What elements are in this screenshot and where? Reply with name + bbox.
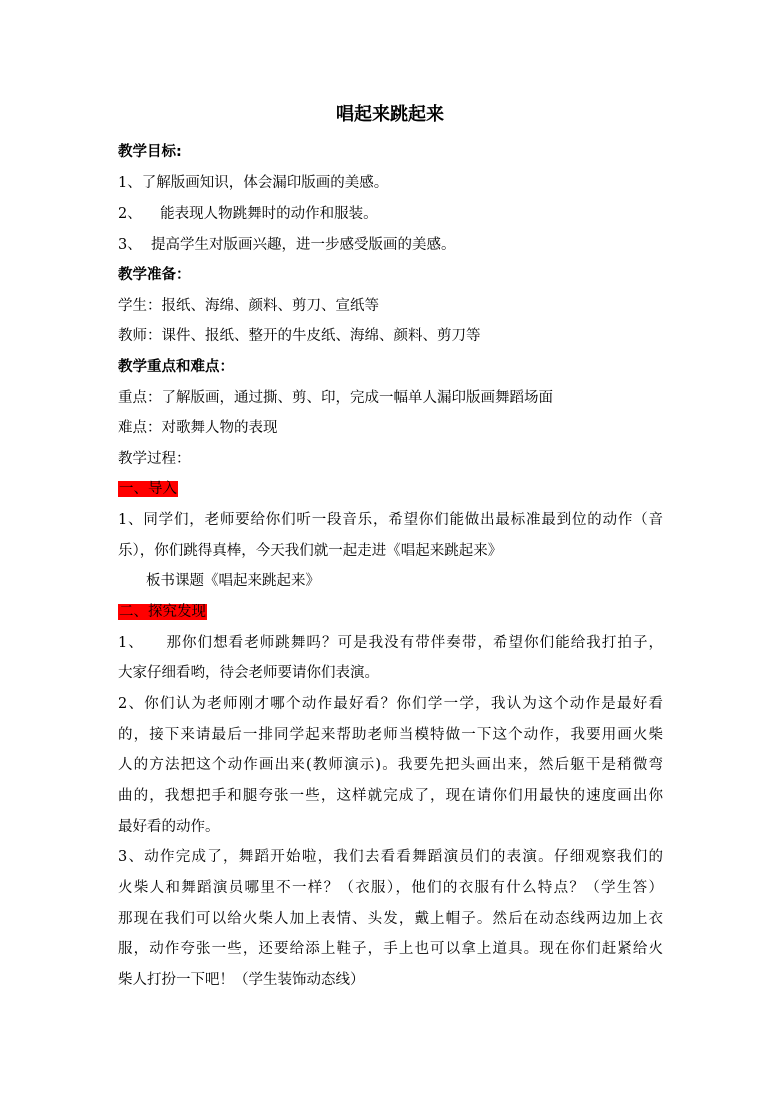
document-title: 唱起来跳起来 — [336, 104, 444, 125]
key-point: 重点：了解版画，通过撕、剪、印，完成一幅单人漏印版画舞蹈场面 — [118, 390, 553, 406]
goal-item-2: 2、 能表现人物跳舞时的动作和服装。 — [118, 206, 378, 222]
explore-paragraph-line: 那现在我们可以给火柴人加上表情、头发，戴上帽子。然后在动态线两边加上衣 — [118, 911, 663, 927]
goal-item-1: 1、了解版画知识，体会漏印版画的美感。 — [118, 175, 389, 191]
difficulty-point: 难点：对歌舞人物的表现 — [118, 420, 278, 436]
explore-paragraph-line: 1、 那你们想看老师跳舞吗？可是我没有带伴奏带，希望你们能给我打拍子， — [118, 635, 663, 651]
goals-heading: 教学目标: — [118, 144, 182, 160]
explore-paragraph-line: 火柴人和舞蹈演员哪里不一样？（衣服），他们的衣服有什么特点？（学生答） — [118, 880, 663, 896]
explore-paragraph-line: 曲的，我想把手和腿夸张一些，这样就完成了，现在请你们用最快的速度画出你 — [118, 788, 663, 804]
explore-paragraph-line: 大家仔细看哟，待会老师要请你们表演。 — [118, 665, 379, 681]
process-heading: 教学过程： — [118, 451, 191, 467]
goal-item-3: 3、 提高学生对版画兴趣，进一步感受版画的美感。 — [118, 237, 456, 253]
prep-teacher: 教师：课件、报纸、整开的牛皮纸、海绵、颜料、剪刀等 — [118, 328, 481, 344]
explore-paragraph-line: 最好看的动作。 — [118, 819, 220, 835]
intro-paragraph-line: 1、同学们，老师要给你们听一段音乐，希望你们能做出最标准最到位的动作（音 — [118, 512, 663, 528]
explore-paragraph-line: 3、动作完成了，舞蹈开始啦，我们去看看舞蹈演员们的表演。仔细观察我们的 — [118, 849, 663, 865]
explore-paragraph-line: 服，动作夸张一些，还要给添上鞋子，手上也可以拿上道具。现在你们赶紧给火 — [118, 941, 663, 957]
prep-student: 学生：报纸、海绵、颜料、剪刀、宣纸等 — [118, 298, 379, 314]
intro-paragraph-line: 乐），你们跳得真棒，今天我们就一起走进《唱起来跳起来》 — [118, 543, 503, 559]
explore-paragraph-line: 2、你们认为老师刚才哪个动作最好看？你们学一学，我认为这个动作是最好看 — [118, 696, 663, 712]
intro-board-title: 板书课题《唱起来跳起来》 — [146, 573, 320, 589]
section-intro-label: 一、导入 — [119, 481, 177, 497]
key-points-heading: 教学重点和难点： — [118, 359, 234, 375]
explore-paragraph-line: 人的方法把这个动作画出来(教师演示)。我要先把头画出来，然后躯干是稍微弯 — [118, 757, 663, 773]
explore-paragraph-line: 的，接下来请最后一排同学起来帮助老师当模特做一下这个动作，我要用画火柴 — [118, 727, 663, 743]
explore-paragraph-line: 柴人打扮一下吧！（学生装饰动态线） — [118, 972, 365, 988]
section-explore-label: 二、探究发现 — [119, 604, 206, 620]
prep-heading: 教学准备： — [118, 267, 191, 283]
